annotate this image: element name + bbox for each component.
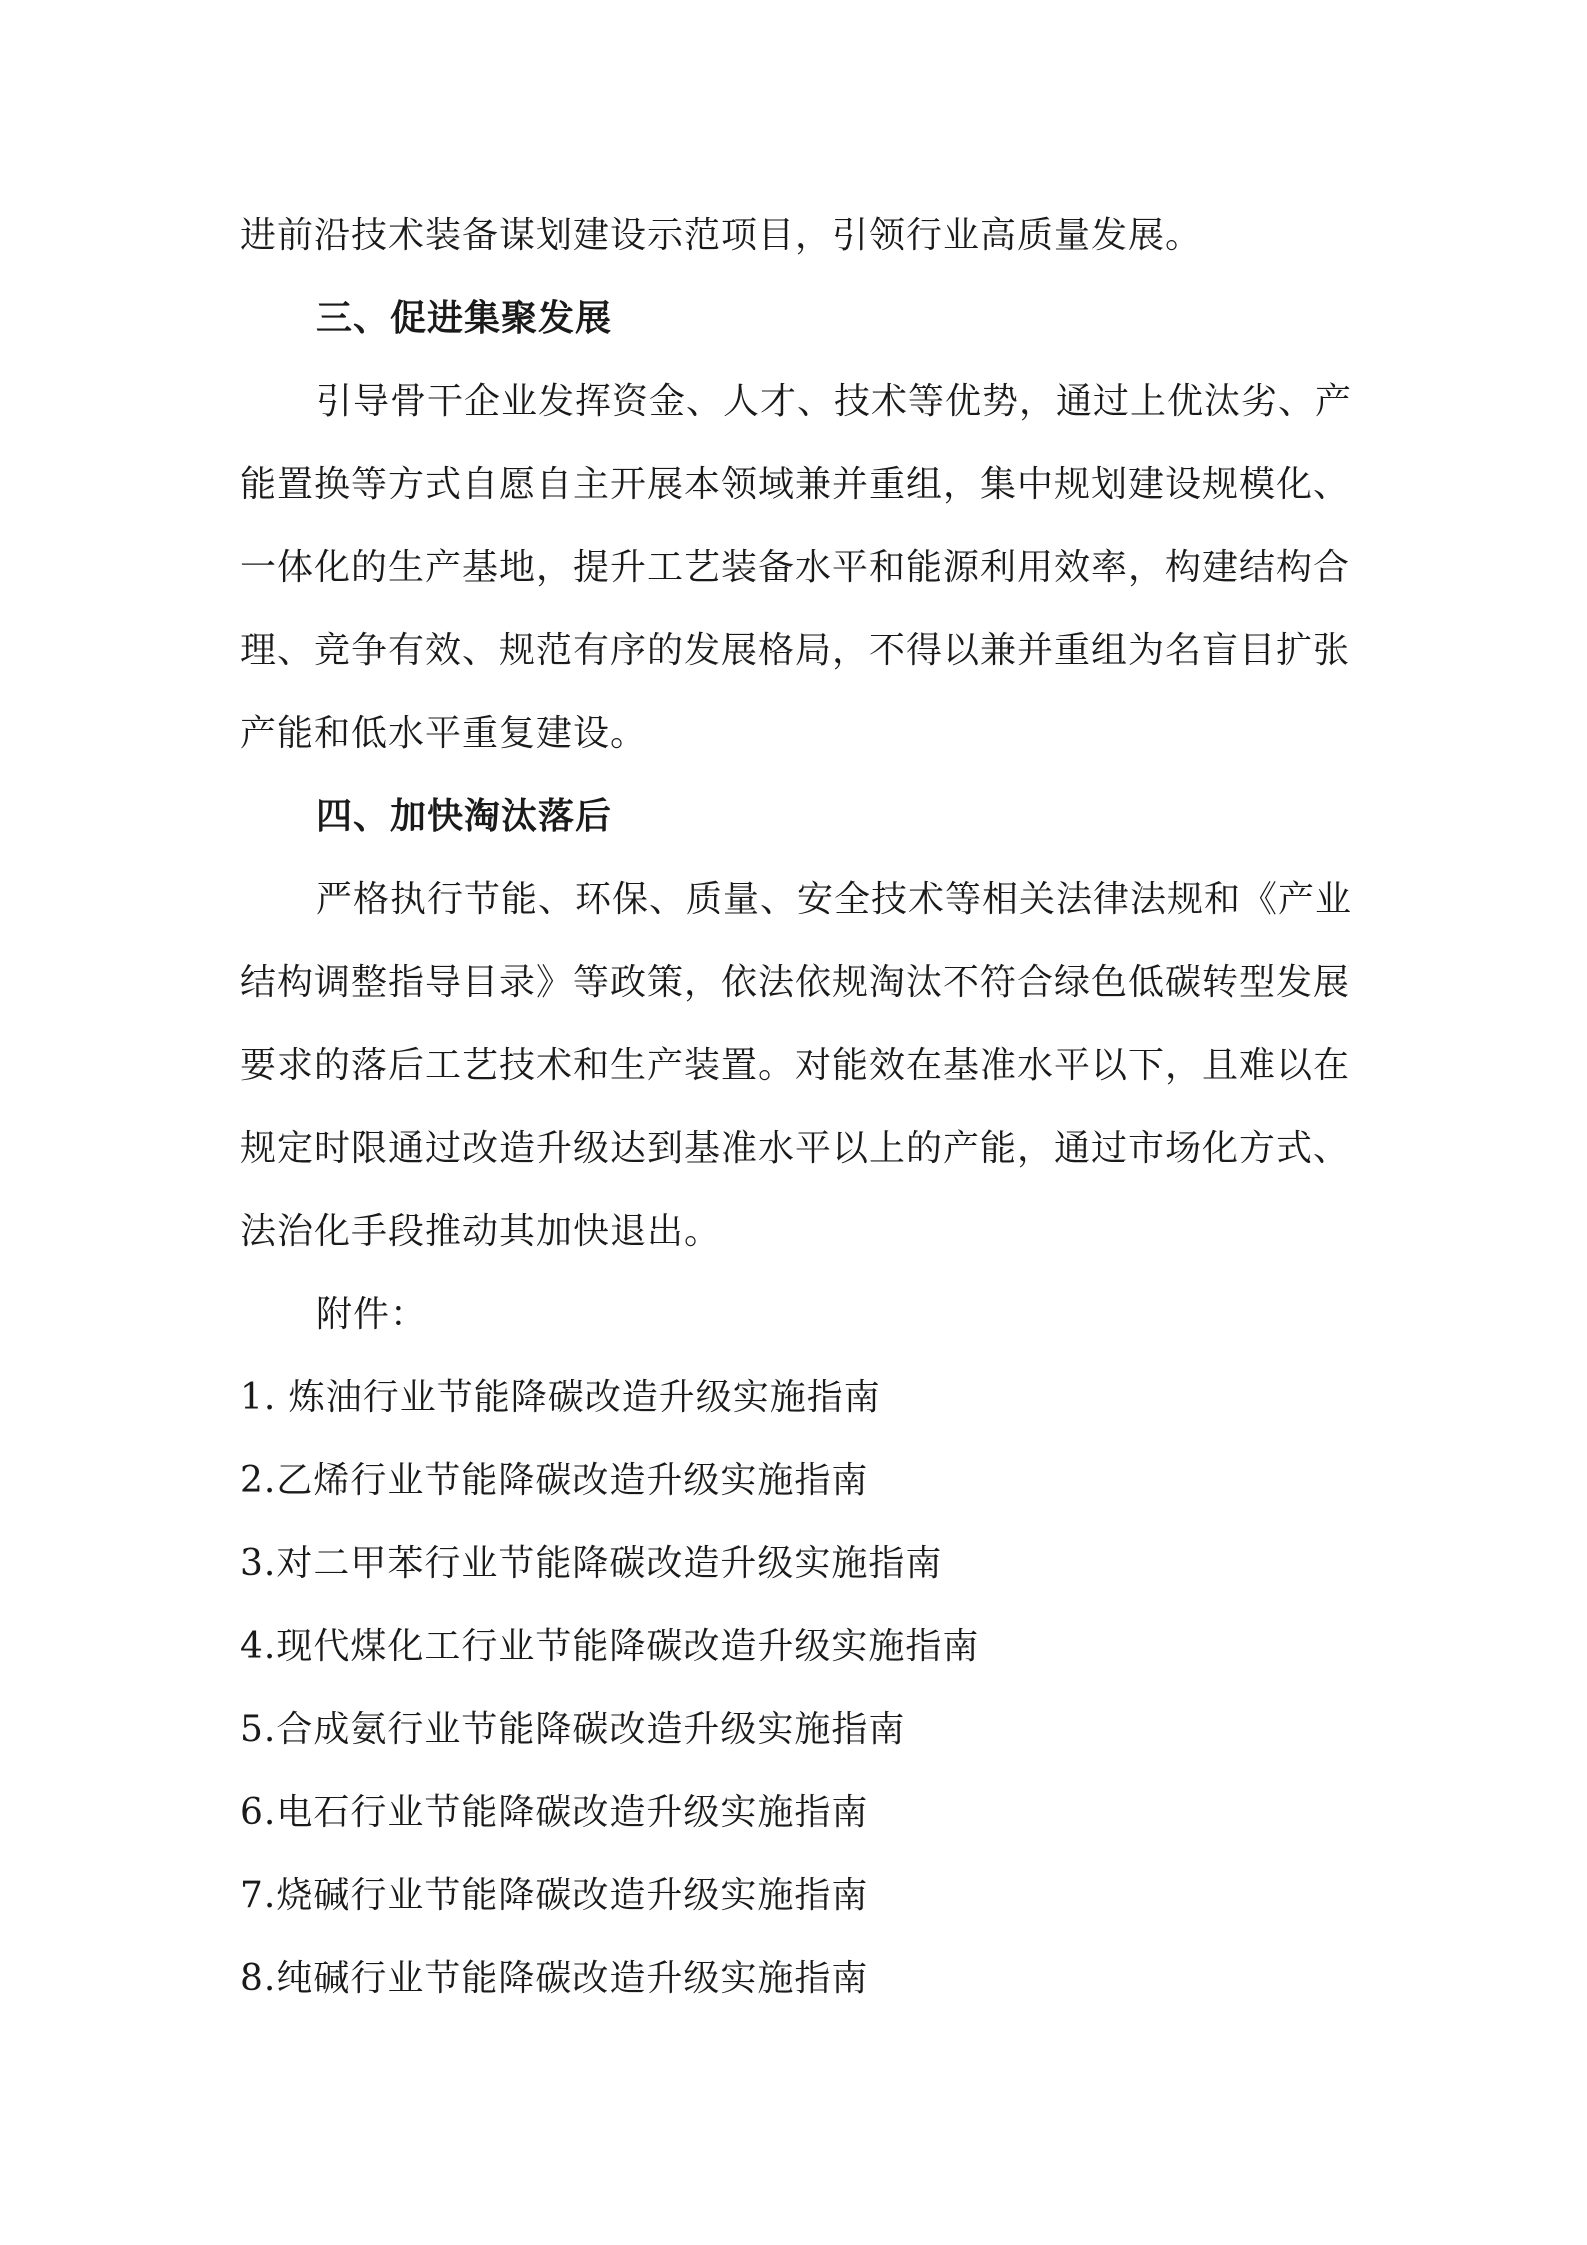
attachment-item: 8.纯碱行业节能降碳改造升级实施指南 <box>240 1958 869 1999</box>
paragraph-line: 进前沿技术装备谋划建设示范项目，引领行业高质量发展。 <box>240 215 1203 256</box>
paragraph-line: 一体化的生产基地，提升工艺装备水平和能源利用效率，构建结构合 <box>240 547 1351 588</box>
paragraph-line: 规定时限通过改造升级达到基准水平以上的产能，通过市场化方式、 <box>240 1128 1351 1169</box>
paragraph-line: 引导骨干企业发挥资金、人才、技术等优势，通过上优汰劣、产 <box>316 381 1353 422</box>
attachment-item: 2.乙烯行业节能降碳改造升级实施指南 <box>240 1460 869 1501</box>
section-heading-4: 四、加快淘汰落后 <box>316 796 613 837</box>
attachment-item: 3.对二甲苯行业节能降碳改造升级实施指南 <box>240 1543 943 1584</box>
attachment-item: 4.现代煤化工行业节能降碳改造升级实施指南 <box>240 1626 980 1667</box>
attachment-item: 6.电石行业节能降碳改造升级实施指南 <box>240 1792 869 1833</box>
paragraph-line: 法治化手段推动其加快退出。 <box>240 1211 722 1252</box>
attachment-item: 7.烧碱行业节能降碳改造升级实施指南 <box>240 1875 869 1916</box>
paragraph-line: 严格执行节能、环保、质量、安全技术等相关法律法规和《产业 <box>316 879 1353 920</box>
attachment-item: 5.合成氨行业节能降碳改造升级实施指南 <box>240 1709 906 1750</box>
attachments-label: 附件： <box>316 1294 428 1335</box>
attachment-item: 1. 炼油行业节能降碳改造升级实施指南 <box>240 1377 881 1418</box>
paragraph-line: 理、竞争有效、规范有序的发展格局，不得以兼并重组为名盲目扩张 <box>240 630 1351 671</box>
paragraph-line: 能置换等方式自愿自主开展本领域兼并重组，集中规划建设规模化、 <box>240 464 1351 505</box>
section-heading-3: 三、促进集聚发展 <box>316 298 613 339</box>
paragraph-line: 要求的落后工艺技术和生产装置。对能效在基准水平以下，且难以在 <box>240 1045 1351 1086</box>
document-body <box>240 194 1352 2020</box>
paragraph-line: 产能和低水平重复建设。 <box>240 713 648 754</box>
paragraph-line: 结构调整指导目录》等政策，依法依规淘汰不符合绿色低碳转型发展 <box>240 962 1351 1003</box>
